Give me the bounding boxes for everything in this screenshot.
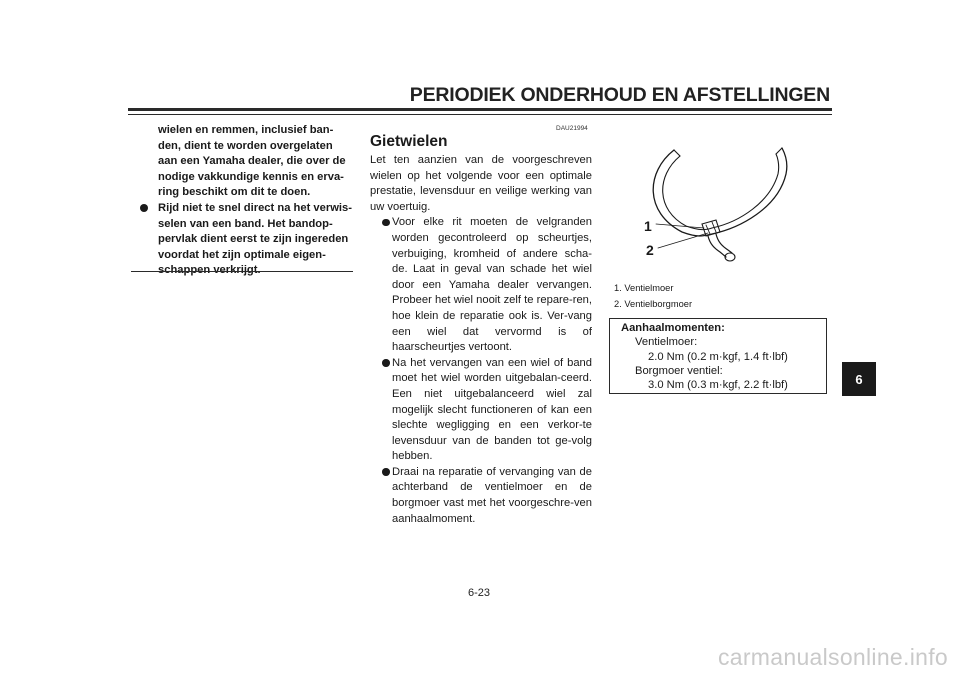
torque-item-name: Borgmoer ventiel: [635, 364, 723, 377]
wheel-valve-diagram [636, 138, 796, 268]
leader-line-2 [658, 233, 708, 248]
warning-line: den, dient te worden overgelaten [158, 139, 333, 152]
intro-paragraph: Let ten aanzien van de voorgeschreven wielen op het volgende voor een optimale prestatie, levensduur en veilige werking van uw voertuig. [370, 154, 592, 213]
bullet-item [370, 215, 592, 355]
bullet-icon [140, 204, 148, 212]
bullet-text: Voor elke rit moeten de velgranden worden gecontroleerd op scheurtjes, verbuiging, kromheid of andere scha-de. Laat in geval van schade het wiel door een Yamaha dealer vervangen. Probeer het wiel nooit zelf te repare-ren, hoe klein de reparatie ook is. Ver-vang een wiel dat vervormd is of haarscheurtjes vertoont. [392, 216, 592, 354]
bullet-icon [382, 359, 390, 367]
torque-item-name: Ventielmoer: [635, 336, 698, 349]
warning-end-rule [131, 271, 353, 272]
bullet-icon [382, 219, 390, 227]
rim-end-right [776, 148, 782, 154]
header-rule-thick [128, 108, 832, 111]
bullet-icon [382, 468, 390, 476]
warning-line: Rijd niet te snel direct na het verwis- [158, 201, 352, 214]
bullet-item [370, 465, 592, 527]
diagram-captions [614, 280, 692, 312]
warning-bullet [131, 201, 353, 279]
page-title: PERIODIEK ONDERHOUD EN AFSTELLINGEN [409, 84, 830, 106]
document-code: DAU21994 [556, 125, 588, 132]
page-number: 6-23 [468, 587, 491, 599]
callout-label-2: 2 [646, 242, 654, 258]
warning-line: aan een Yamaha dealer, die over de [158, 155, 346, 168]
warning-line: pervlak dient eerst te zijn ingereden [158, 233, 349, 246]
warning-line: selen van een band. Het bandop- [158, 217, 333, 230]
rim-inner-outline [663, 154, 779, 230]
rim-outer-outline [653, 148, 787, 236]
caption-item: 2. Ventielborgmoer [614, 299, 693, 309]
section-title: Gietwielen [370, 133, 448, 150]
warning-line: wielen en remmen, inclusief ban- [158, 124, 334, 136]
bullet-text: Na het vervangen van een wiel of band moet het wiel worden uitgebalan-ceerd. Een niet uitgebalanceerd wiel zal mogelijk slecht functioneren of kan een slechte wegligging en een verkor-te levensduur van de banden tot ge-volg hebben. [392, 356, 592, 463]
caption-item: 1. Ventielmoer [614, 283, 674, 293]
warning-line: nodige vakkundige kennis en erva- [158, 170, 344, 183]
chapter-tab: 6 [842, 362, 876, 396]
bullet-text: Draai na reparatie of vervanging van de achterband de ventielmoer en de borgmoer vast met het voorgeschre-ven aanhaalmoment. [392, 465, 592, 525]
callout-label-1: 1 [644, 218, 652, 234]
warning-line: voordat het zijn optimale eigen- [158, 248, 326, 261]
leader-line-1 [656, 224, 704, 228]
bullet-item [370, 356, 592, 465]
section-body [370, 153, 592, 527]
rim-end-left [674, 150, 680, 156]
torque-item-value: 3.0 Nm (0.3 m·kgf, 2.2 ft·lbf) [648, 379, 788, 392]
watermark: carmanualsonline.info [717, 644, 948, 670]
warning-line: ring beschikt om dit te doen. [158, 186, 311, 199]
torque-spec-box [609, 318, 827, 394]
torque-item-value: 2.0 Nm (0.2 m·kgf, 1.4 ft·lbf) [648, 350, 788, 363]
torque-title: Aanhaalmomenten: [621, 322, 725, 334]
warning-text-column [131, 123, 353, 279]
header-rule-thin [128, 114, 832, 115]
